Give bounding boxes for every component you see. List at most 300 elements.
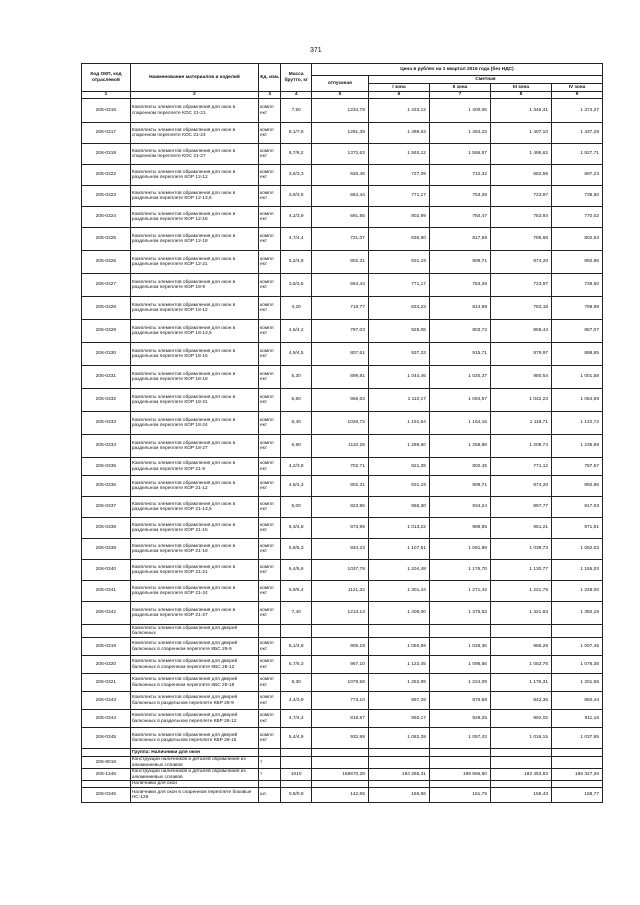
row-price-zone-1: 897,28 <box>368 692 429 710</box>
row-price-zone-4: 1 062,03 <box>552 539 603 560</box>
row-name: Комплекты элементов обрамления для окон в раздельном переплете КОР 18-18 <box>130 366 258 389</box>
row-name: Группа: Наличники для окон <box>130 749 258 757</box>
row-mass: 5,2/4,9 <box>281 251 312 274</box>
price-table <box>81 63 603 803</box>
table-row <box>82 781 603 788</box>
row-price-zone-2: 909,71 <box>429 476 490 497</box>
column-number: 1 <box>82 92 131 99</box>
row-code: 206-0322 <box>82 165 131 186</box>
row-price-zone-4: 1 248,00 <box>552 581 603 602</box>
row-price-zone-2: 814,99 <box>429 297 490 320</box>
table-row <box>82 476 603 497</box>
table-row <box>82 560 603 581</box>
row-unit: компл ект <box>259 518 281 539</box>
row-mass: 5,3/4,8 <box>281 518 312 539</box>
row-name: Комплекты элементов обрамления для окон в раздельном переплете КОР 21-27 <box>130 602 258 625</box>
row-price-otpusk: 1026,72 <box>311 412 368 435</box>
row-price-zone-3: 1 118,71 <box>490 412 551 435</box>
row-code: 206-0326 <box>82 251 131 274</box>
row-price-zone-4: 1 064,59 <box>552 389 603 412</box>
row-price-zone-2: 1 556,57 <box>429 144 490 165</box>
row-mass: 3,9/3,6 <box>281 186 312 207</box>
row-name: Комплекты элементов обрамления для окон в раздельном переплете КОР 21-24 <box>130 581 258 602</box>
row-price-zone-2: 784,47 <box>429 207 490 228</box>
row-price-zone-2: 1 164,16 <box>429 412 490 435</box>
row-price-zone-4: 787,67 <box>552 458 603 476</box>
row-price-zone-2: 1 400,06 <box>429 99 490 123</box>
table-row <box>82 123 603 144</box>
row-price-zone-4: 799,98 <box>552 297 603 320</box>
row-price-otpusk: 142,65 <box>311 788 368 803</box>
row-price-zone-3: 682,59 <box>490 165 551 186</box>
row-code: 206-9016 <box>82 757 131 769</box>
row-price-zone-3: 874,20 <box>490 476 551 497</box>
row-price-zone-1: 1 110,17 <box>368 389 429 412</box>
row-price-otpusk: 721,07 <box>311 228 368 251</box>
row-price-zone-1: 1 013,22 <box>368 518 429 539</box>
row-unit: компл ект <box>259 297 281 320</box>
table-row <box>82 581 603 602</box>
row-price-zone-2: 989,85 <box>429 518 490 539</box>
row-unit: компл ект <box>259 638 281 656</box>
row-name: Наличники для окон <box>130 781 258 788</box>
row-code: 206-0342 <box>82 602 131 625</box>
table-row <box>82 274 603 297</box>
row-price-zone-4: 186 327,26 <box>552 769 603 781</box>
row-price-otpusk: 664,44 <box>311 274 368 297</box>
row-mass: 6,9/6,4 <box>281 581 312 602</box>
row-mass: 5,7/5,3 <box>281 656 312 674</box>
row-price-zone-2: 817,59 <box>429 228 490 251</box>
row-code: 206-0345 <box>82 728 131 749</box>
row-unit: компл ект <box>259 560 281 581</box>
row-name: Комплекты элементов обрамления для дверей балконных в раздельном переплете КБР 28-12 <box>130 710 258 728</box>
row-price-zone-3 <box>490 781 551 788</box>
row-code: 206-0329 <box>82 320 131 343</box>
row-unit: компл ект <box>259 497 281 518</box>
row-price-otpusk <box>311 749 368 757</box>
header-unit: Ед. изм. <box>259 64 281 92</box>
row-mass <box>281 757 312 769</box>
row-price-otpusk: 818,87 <box>311 710 368 728</box>
row-price-zone-3: 753,84 <box>490 207 551 228</box>
row-price-zone-3: 879,97 <box>490 343 551 366</box>
table-row <box>82 412 603 435</box>
row-unit: компл ект <box>259 581 281 602</box>
row-price-otpusk: 802,31 <box>311 476 368 497</box>
row-price-otpusk: 1121,32 <box>311 581 368 602</box>
row-code: 206-0330 <box>82 343 131 366</box>
header-smet: Сметная <box>368 76 602 84</box>
row-unit: компл ект <box>259 186 281 207</box>
header-zone-2: II зона <box>429 84 490 92</box>
column-number: 2 <box>130 92 258 99</box>
row-unit: компл ект <box>259 435 281 458</box>
row-code: 206-0337 <box>82 497 131 518</box>
row-price-zone-3: 723,97 <box>490 186 551 207</box>
row-price-zone-1: 165,56 <box>368 788 429 803</box>
row-price-zone-3: 182 453,63 <box>490 769 551 781</box>
row-name: Конструкции наличников и деталей обрамления из алюминиевых сплавов <box>130 769 258 781</box>
row-price-zone-4: 898,85 <box>552 343 603 366</box>
table-row <box>82 749 603 757</box>
row-price-zone-4: 1 076,36 <box>552 656 603 674</box>
row-name: Комплекты элементов обрамления для дверей балконных в спаренном переплете КБС 28-12 <box>130 656 258 674</box>
row-price-zone-2: 161,75 <box>429 788 490 803</box>
row-price-zone-1: 1 593,12 <box>368 144 429 165</box>
row-price-zone-3: 1 042,23 <box>490 389 551 412</box>
row-unit: компл ект <box>259 274 281 297</box>
row-price-zone-2: 189 866,60 <box>429 769 490 781</box>
row-price-zone-4: 739,50 <box>552 274 603 297</box>
row-price-otpusk <box>311 625 368 638</box>
row-unit: т <box>259 757 281 769</box>
row-price-zone-4 <box>552 749 603 757</box>
row-name: Комплекты элементов обрамления для окон в раздельном переплете КОР 21-12 <box>130 476 258 497</box>
header-zone-3: III зона <box>490 84 551 92</box>
table-row <box>82 343 603 366</box>
row-name: Комплекты элементов обрамления для окон в раздельном переплете КОР 12-12 <box>130 165 258 186</box>
row-mass: 5,30 <box>281 366 312 389</box>
page-number: 371 <box>310 47 322 54</box>
row-price-otpusk: 1110,26 <box>311 435 368 458</box>
row-price-otpusk: 823,95 <box>311 497 368 518</box>
row-price-zone-3: 1 209,74 <box>490 435 551 458</box>
row-price-zone-2: 1 375,53 <box>429 602 490 625</box>
row-name: Комплекты элементов обрамления для окон в раздельном переплете КОР 21-13,5 <box>130 497 258 518</box>
row-price-zone-4: 770,02 <box>552 207 603 228</box>
row-price-zone-2: 1 081,99 <box>429 539 490 560</box>
row-mass: 8,7/8,2 <box>281 144 312 165</box>
row-mass: 5,8/5,3 <box>281 539 312 560</box>
row-unit: т <box>259 769 281 781</box>
row-mass <box>281 781 312 788</box>
row-price-zone-3: 1 495,62 <box>490 144 551 165</box>
row-mass: 7,50 <box>281 99 312 123</box>
row-code <box>82 749 131 757</box>
row-price-zone-1 <box>368 757 429 769</box>
row-price-zone-3: 1 345,41 <box>490 99 551 123</box>
table-row <box>82 297 603 320</box>
table-row <box>82 769 603 781</box>
row-name: Комплекты элементов обрамления для окон в раздельном переплете КОР 18-27 <box>130 435 258 458</box>
header-mass: Масса брутто, кг <box>281 64 312 92</box>
row-mass: 4,7/4,4 <box>281 228 312 251</box>
column-number: 6 <box>368 92 429 99</box>
table-row <box>82 389 603 412</box>
row-unit: компл ект <box>259 366 281 389</box>
row-price-otpusk: 873,99 <box>311 518 368 539</box>
row-price-zone-4: 892,96 <box>552 251 603 274</box>
row-code <box>82 781 131 788</box>
column-number: 7 <box>429 92 490 99</box>
row-price-zone-1: 1 301,44 <box>368 581 429 602</box>
row-price-zone-3: 771,12 <box>490 458 551 476</box>
row-price-zone-4: 1 437,29 <box>552 123 603 144</box>
row-price-zone-4: 1 235,69 <box>552 435 603 458</box>
row-price-zone-4: 892,96 <box>552 476 603 497</box>
row-price-otpusk: 691,85 <box>311 207 368 228</box>
row-name: Комплекты элементов обрамления для дверей балконных в спаренном переплете КБС 28-18 <box>130 674 258 692</box>
row-price-otpusk: 967,10 <box>311 656 368 674</box>
row-code: 206-0334 <box>82 435 131 458</box>
row-mass <box>281 749 312 757</box>
row-unit: компл ект <box>259 476 281 497</box>
row-mass: 7,40 <box>281 602 312 625</box>
row-price-zone-2: 903,72 <box>429 320 490 343</box>
row-mass: 6,90 <box>281 435 312 458</box>
row-price-zone-4: 1 155,03 <box>552 560 603 581</box>
row-price-zone-4: 697,23 <box>552 165 603 186</box>
column-number: 5 <box>311 92 368 99</box>
row-code: 206-0340 <box>82 560 131 581</box>
row-code: 206-0328 <box>82 297 131 320</box>
row-price-otpusk: 797,03 <box>311 320 368 343</box>
row-mass: 3,9/3,5 <box>281 274 312 297</box>
table-row <box>82 186 603 207</box>
header-otpusk: отпускная <box>311 76 368 92</box>
row-price-zone-1: 771,17 <box>368 186 429 207</box>
row-price-otpusk: 802,31 <box>311 251 368 274</box>
row-code: 206-0343 <box>82 692 131 710</box>
row-name: Комплекты элементов обрамления для окон в раздельном переплете КОР 12-15 <box>130 207 258 228</box>
column-number-row <box>82 92 603 99</box>
row-price-zone-3 <box>490 749 551 757</box>
row-name: Комплекты элементов обрамления для окон в раздельном переплете КОР 18-21 <box>130 389 258 412</box>
row-price-zone-1: 834,23 <box>368 297 429 320</box>
table-row <box>82 165 603 186</box>
row-price-zone-2: 1 464,23 <box>429 123 490 144</box>
row-code: 206-0324 <box>82 207 131 228</box>
row-code: 206-0317 <box>82 123 131 144</box>
row-price-zone-2: 753,38 <box>429 186 490 207</box>
table-row <box>82 458 603 476</box>
row-name: Комплекты элементов обрамления для дверей балконных в раздельном переплете КБР 28-15 <box>130 728 258 749</box>
row-price-zone-2 <box>429 757 490 769</box>
row-price-zone-1: 1 191,64 <box>368 412 429 435</box>
row-price-zone-1: 931,19 <box>368 251 429 274</box>
row-price-zone-1: 925,06 <box>368 320 429 343</box>
row-price-otpusk: 1291,39 <box>311 123 368 144</box>
row-unit <box>259 749 281 757</box>
row-price-otpusk: 718,77 <box>311 297 368 320</box>
row-price-otpusk: 899,81 <box>311 366 368 389</box>
row-code: 206-0335 <box>82 458 131 476</box>
row-price-zone-2 <box>429 749 490 757</box>
row-mass: 4,20 <box>281 297 312 320</box>
row-price-zone-2: 802,45 <box>429 458 490 476</box>
row-name: Комплекты элементов обрамления для окон в раздельном переплете КОР 21-15 <box>130 518 258 539</box>
row-price-zone-4: 1 201,55 <box>552 674 603 692</box>
row-name: Комплекты элементов обрамления для окон в раздельном переплете КОР 12-21 <box>130 251 258 274</box>
row-code: 206-0341 <box>82 581 131 602</box>
row-price-zone-2: 909,71 <box>429 251 490 274</box>
row-mass: 0,9/0,8 <box>281 788 312 803</box>
row-name: Комплекты элементов обрамления для окон в раздельном переплете КОР 12-13,5 <box>130 186 258 207</box>
row-price-zone-3: 980,54 <box>490 366 551 389</box>
table-row <box>82 638 603 656</box>
row-unit: компл ект <box>259 539 281 560</box>
row-price-zone-2: 1 026,36 <box>429 638 490 656</box>
row-price-zone-4: 1 350,19 <box>552 602 603 625</box>
row-unit: компл ект <box>259 165 281 186</box>
row-code: 206-0318 <box>82 144 131 165</box>
row-price-zone-4: 1 007,45 <box>552 638 603 656</box>
header-price-title: Цена в рублях на 1 квартал 2016 года (без НДС) <box>311 64 602 76</box>
row-price-otpusk: 702,71 <box>311 458 368 476</box>
row-mass: 6,40 <box>281 412 312 435</box>
row-price-zone-1: 950,17 <box>368 710 429 728</box>
header-name: Наименование материалов и изделий <box>130 64 258 92</box>
column-number: 3 <box>259 92 281 99</box>
row-price-zone-1: 802,99 <box>368 207 429 228</box>
row-mass: 4,8/4,3 <box>281 476 312 497</box>
row-price-zone-4: 911,16 <box>552 710 603 728</box>
column-number: 8 <box>490 92 551 99</box>
row-mass: 4,9/4,5 <box>281 343 312 366</box>
table-row <box>82 728 603 749</box>
row-code: 206-0336 <box>82 476 131 497</box>
row-unit: компл ект <box>259 674 281 692</box>
row-price-zone-2: 1 224,09 <box>429 674 490 692</box>
row-name: Комплекты элементов обрамления для дверей балконных в спаренном переплете КБС 28-9 <box>130 638 258 656</box>
row-price-zone-1: 1 204,48 <box>368 560 429 581</box>
row-price-zone-2: 1 096,56 <box>429 656 490 674</box>
row-price-otpusk: 807,61 <box>311 343 368 366</box>
table-row <box>82 320 603 343</box>
row-price-zone-1: 1 050,59 <box>368 638 429 656</box>
row-price-zone-2: 934,24 <box>429 497 490 518</box>
row-unit: компл ект <box>259 692 281 710</box>
row-price-zone-1: 727,09 <box>368 165 429 186</box>
row-mass: 5,1/4,9 <box>281 638 312 656</box>
row-mass: 1010 <box>281 769 312 781</box>
row-price-zone-1: 1 107,51 <box>368 539 429 560</box>
row-code: 206-0327 <box>82 274 131 297</box>
row-price-zone-1: 194 286,31 <box>368 769 429 781</box>
row-price-zone-2: 1 057,43 <box>429 728 490 749</box>
row-price-zone-1: 771,17 <box>368 274 429 297</box>
row-price-otpusk: 1079,58 <box>311 674 368 692</box>
table-row <box>82 497 603 518</box>
table-row <box>82 656 603 674</box>
row-mass: 5,00 <box>281 497 312 518</box>
row-price-zone-1 <box>368 749 429 757</box>
row-price-zone-4 <box>552 781 603 788</box>
row-name: Комплекты элементов обрамления для окон в раздельном переплете КОР 18-24 <box>130 412 258 435</box>
table-row <box>82 251 603 274</box>
row-name: Комплекты элементов обрамления для окон в раздельном переплете КОР 21-9 <box>130 458 258 476</box>
table-row <box>82 692 603 710</box>
row-mass: 5,4/4,9 <box>281 728 312 749</box>
row-price-zone-3 <box>490 625 551 638</box>
row-price-zone-3: 986,29 <box>490 638 551 656</box>
row-price-zone-2: 1 176,70 <box>429 560 490 581</box>
row-price-otpusk: 626,46 <box>311 165 368 186</box>
row-price-zone-2: 876,58 <box>429 692 490 710</box>
row-name: Комплекты элементов обрамления для окон в раздельном переплете КОР 21-21 <box>130 560 258 581</box>
row-unit: компл ект <box>259 710 281 728</box>
row-code: 206-0331 <box>82 366 131 389</box>
row-price-zone-1: 1 044,46 <box>368 366 429 389</box>
row-mass: 6,4/5,6 <box>281 560 312 581</box>
column-number: 4 <box>281 92 312 99</box>
row-price-otpusk: 1372,63 <box>311 144 368 165</box>
row-price-zone-3: 1 039,73 <box>490 539 551 560</box>
table-row <box>82 710 603 728</box>
row-mass: 3,6/3,3 <box>281 165 312 186</box>
row-unit: компл ект <box>259 207 281 228</box>
row-mass: 4,2/3,8 <box>281 458 312 476</box>
row-price-zone-4: 802,53 <box>552 228 603 251</box>
row-price-zone-4: 1 037,95 <box>552 728 603 749</box>
row-code: 206-0332 <box>82 389 131 412</box>
row-price-zone-4: 739,50 <box>552 186 603 207</box>
table-row <box>82 674 603 692</box>
row-price-zone-4 <box>552 625 603 638</box>
row-price-otpusk: 932,99 <box>311 728 368 749</box>
row-price-zone-2: 710,32 <box>429 165 490 186</box>
table-row <box>82 539 603 560</box>
row-price-zone-1: 1 252,99 <box>368 674 429 692</box>
row-name: Наличники для окон в спаренном переплете боковые НС-126 <box>130 788 258 803</box>
row-mass: 5,80 <box>281 389 312 412</box>
row-unit: компл ект <box>259 228 281 251</box>
row-price-zone-2: 915,71 <box>429 343 490 366</box>
row-price-zone-2 <box>429 781 490 788</box>
row-price-zone-3: 723,97 <box>490 274 551 297</box>
row-unit: компл ект <box>259 412 281 435</box>
row-name: Комплекты элементов обрамления для окон в раздельном переплете КОР 18-9 <box>130 274 258 297</box>
row-price-zone-1: 1 082,39 <box>368 728 429 749</box>
row-unit: компл ект <box>259 656 281 674</box>
row-price-zone-1: 1 288,60 <box>368 435 429 458</box>
row-price-zone-4: 158,77 <box>552 788 603 803</box>
row-price-otpusk <box>311 757 368 769</box>
row-price-zone-1: 1 122,45 <box>368 656 429 674</box>
column-number: 9 <box>552 92 603 99</box>
row-code: 206-0316 <box>82 99 131 123</box>
row-price-zone-3: 1 130,77 <box>490 560 551 581</box>
row-unit: компл ект <box>259 389 281 412</box>
row-price-zone-4: 917,03 <box>552 497 603 518</box>
row-price-zone-3: 1 176,31 <box>490 674 551 692</box>
table-row <box>82 207 603 228</box>
row-price-zone-4: 887,07 <box>552 320 603 343</box>
row-name: Комплекты элементов обрамления для окон в раздельном переплете КОР 12-18 <box>130 228 258 251</box>
row-price-zone-2: 1 084,57 <box>429 389 490 412</box>
row-price-zone-3: 842,36 <box>490 692 551 710</box>
header-zone-4: IV зона <box>552 84 603 92</box>
table-row <box>82 788 603 803</box>
row-code: 206-0344 <box>82 710 131 728</box>
table-row <box>82 228 603 251</box>
row-price-zone-1 <box>368 781 429 788</box>
row-code: 206-0339 <box>82 539 131 560</box>
row-price-zone-2 <box>429 625 490 638</box>
row-price-zone-2: 753,38 <box>429 274 490 297</box>
row-price-zone-3: 783,18 <box>490 297 551 320</box>
row-code: 206-0321 <box>82 674 131 692</box>
row-code: 206-0333 <box>82 412 131 435</box>
row-name: Комплекты элементов обрамления для окон в спаренном переплете КОС 21-27 <box>130 144 258 165</box>
row-price-otpusk: 773,10 <box>311 692 368 710</box>
row-price-zone-1: 1 498,63 <box>368 123 429 144</box>
table-row <box>82 144 603 165</box>
row-mass: 8,1/7,6 <box>281 123 312 144</box>
row-price-zone-1: 956,30 <box>368 497 429 518</box>
header-code: Код ОКП, код отраслевой <box>82 64 131 92</box>
